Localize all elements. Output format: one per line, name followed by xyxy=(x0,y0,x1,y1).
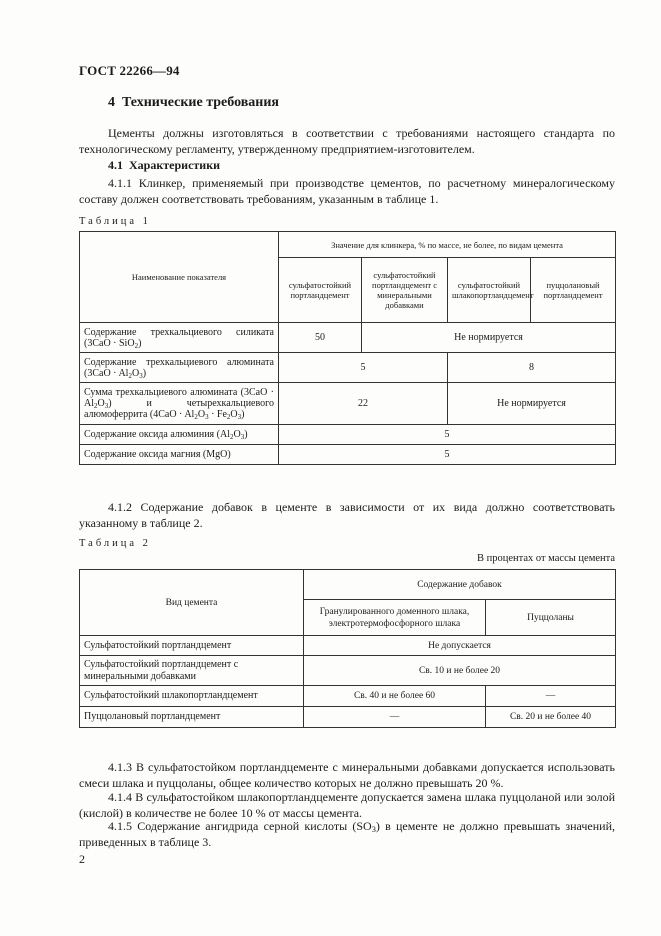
subsection-heading xyxy=(108,158,220,173)
intro-paragraph: Цементы должны изготовляться в соответствии с требованиями настоящего стандарта по технологическому регламенту, утвержденному предприятием-изготовителем. xyxy=(79,126,615,156)
table2-row4-name: Пуццолановый портландцемент xyxy=(80,707,304,728)
paragraph-4-1-5: 4.1.5 Содержание ангидрида серной кислоты $(SO_3)$ в цементе не должно превышать значений, приведенных в таблице 3. xyxy=(79,819,615,849)
table-row xyxy=(80,686,616,707)
table-row xyxy=(80,425,616,445)
table1-row3-name: Сумма трехкальциевого алюмината $(3CaO \cdot Al_2O_3)$ и четырехкальциевого алюмоферрита $(4CaO \cdot Al_2O_3 \cdot Fe_2O_3)$ xyxy=(80,383,279,425)
table1-head-name: Наименование показателя xyxy=(80,232,279,323)
table2-row3-name: Сульфатостойкий шлакопортландцемент xyxy=(80,686,304,707)
paragraph-4-1-2: 4.1.2 Содержание добавок в цементе в зависимости от их вида должно соответствовать указанному в таблице 2. xyxy=(79,500,615,530)
table1-row1-value-rest: Не нормируется xyxy=(362,323,616,353)
table2-unit-note: В процентах от массы цемента xyxy=(476,553,615,564)
table1-row1-name: Содержание трехкальциевого силиката (3CaO · SiO$_2$) xyxy=(80,323,279,353)
table2-row2-value: Св. 10 и не более 20 xyxy=(304,656,616,686)
table1-row3-value-b: Не нормируется xyxy=(448,383,616,425)
table2-row4-value-a: — xyxy=(304,707,486,728)
table1-col-2: сульфатостойкий портландцемент с минеральными добавками xyxy=(362,258,448,323)
table1-col-1: сульфатостойкий портландцемент xyxy=(279,258,362,323)
section-title: Технические требования xyxy=(122,95,279,110)
table1-col-3: сульфатостойкий шлакопортландцемент xyxy=(448,258,531,323)
table2-row2-name: Сульфатостойкий портландцемент с минеральными добавками xyxy=(80,656,304,686)
table-row xyxy=(80,656,616,686)
table1-row2-value-b: 8 xyxy=(448,353,616,383)
section-number: 4 xyxy=(108,95,115,110)
table1-row4-value: 5 xyxy=(279,425,616,445)
table2-caption: Таблица 2 xyxy=(79,538,151,549)
table1-head-group: Значение для клинкера, % по массе, не более, по видам цемента xyxy=(279,232,616,258)
table2-row1-value: Не допускается xyxy=(304,636,616,656)
table2-row3-value-b: — xyxy=(486,686,616,707)
table-row xyxy=(80,636,616,656)
table1-row2-value-a: 5 xyxy=(279,353,448,383)
table2-row3-value-a: Св. 40 и не более 60 xyxy=(304,686,486,707)
table1-row5-value: 5 xyxy=(279,445,616,465)
paragraph-4-1-1: 4.1.1 Клинкер, применяемый при производстве цементов, по расчетному минералогическому составу должен соответствовать требованиям, указанным в таблице 1. xyxy=(79,176,615,206)
table-row xyxy=(80,383,616,425)
table1-col-4: пуццолановый портландцемент xyxy=(531,258,616,323)
table-row xyxy=(80,353,616,383)
table2-head-group: Содержание добавок xyxy=(304,570,616,600)
table1-row3-value-a: 22 xyxy=(279,383,448,425)
table-1 xyxy=(79,231,616,465)
subsection-number: 4.1 xyxy=(108,158,123,172)
table2-col-2: Пуццоланы xyxy=(486,600,616,636)
page-number: 2 xyxy=(79,852,85,866)
table1-row2-name: Содержание трехкальциевого алюмината $(3CaO \cdot Al_2O_3)$ xyxy=(80,353,279,383)
table1-row1-value: 50 xyxy=(279,323,362,353)
table-2 xyxy=(79,569,616,728)
document-header: ГОСТ 22266—94 xyxy=(79,63,180,78)
table1-row5-name: Содержание оксида магния (MgO) xyxy=(80,445,279,465)
paragraph-4-1-3: 4.1.3 В сульфатостойком портландцементе с минеральными добавками допускается использовать смеси шлака и пуццоланы, общее количество которых не должно превышать 20 %. xyxy=(79,760,615,790)
table-row xyxy=(80,323,616,353)
table2-head-name: Вид цемента xyxy=(80,570,304,636)
subsection-title: Характеристики xyxy=(129,158,221,172)
table-row xyxy=(80,707,616,728)
table2-col-1: Гранулированного доменного шлака, электротермофосфорного шлака xyxy=(304,600,486,636)
table2-row1-name: Сульфатостойкий портландцемент xyxy=(80,636,304,656)
paragraph-4-1-4: 4.1.4 В сульфатостойком шлакопортландцементе допускается замена шлака пуццоланой или золой (кислой) в количестве не более 10 % от массы цемента. xyxy=(79,790,615,820)
table-row xyxy=(80,445,616,465)
section-heading xyxy=(108,95,279,111)
table1-row4-name: Содержание оксида алюминия $(Al_2O_3)$ xyxy=(80,425,279,445)
table2-row4-value-b: Св. 20 и не более 40 xyxy=(486,707,616,728)
table1-caption: Таблица 1 xyxy=(79,216,151,227)
